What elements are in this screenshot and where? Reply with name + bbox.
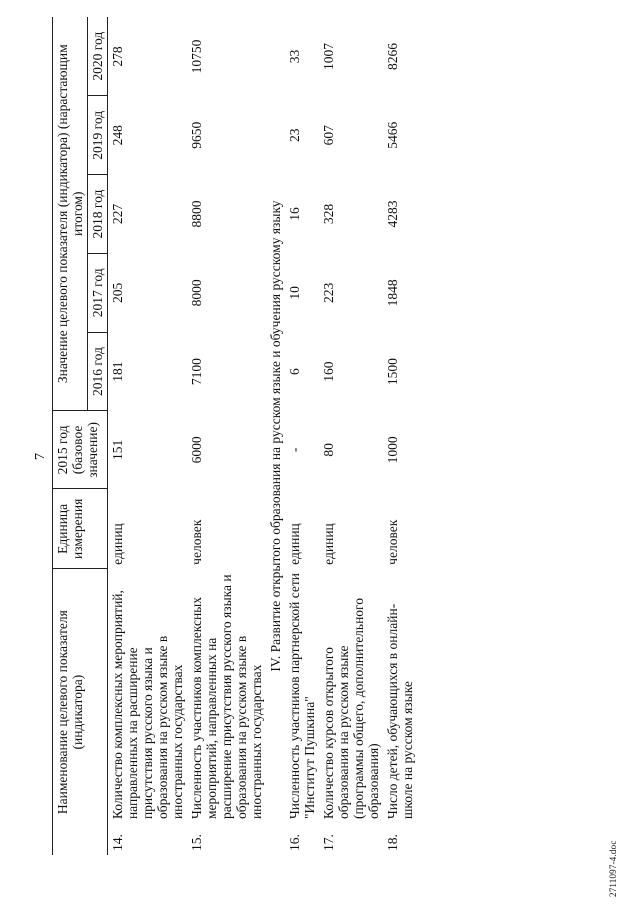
section-row <box>266 17 285 855</box>
row-base: 1000 <box>385 436 400 464</box>
row-2017: 205 <box>110 282 125 303</box>
header-target-group: Значение целевого показателя (индикатора) (нарастающим итогом) <box>53 17 88 411</box>
row-2017: 8000 <box>189 279 204 307</box>
row-name: Число детей, обучающихся в онлайн-школе на русском языке <box>385 603 415 820</box>
row-base: - <box>287 447 302 453</box>
header-year: 2020 год <box>88 17 108 96</box>
row-2019: 23 <box>287 128 302 143</box>
row-name: Численность участников комплексных мероприятий, направленных на расширение присутствия русского языка и образования на русском языке в иностранных государствах <box>189 574 264 820</box>
row-number: 14. <box>110 834 125 851</box>
header-year: 2018 год <box>88 175 108 254</box>
row-2016: 7100 <box>189 358 204 386</box>
page-number: 7 <box>33 453 48 460</box>
row-2019: 248 <box>110 125 125 146</box>
row-2020: 1007 <box>321 42 336 70</box>
row-base: 6000 <box>189 436 204 464</box>
row-2018: 4283 <box>385 200 400 228</box>
table-row <box>108 17 188 855</box>
row-2019: 607 <box>321 125 336 146</box>
row-unit: единиц <box>321 523 336 565</box>
header-base: 2015 год (базовое значение) <box>53 411 108 489</box>
row-unit: человек <box>385 519 400 565</box>
indicator-table <box>52 17 417 855</box>
row-unit: единиц <box>287 523 302 565</box>
row-base: 151 <box>110 439 125 461</box>
row-2017: 223 <box>321 282 336 303</box>
row-unit: человек <box>189 519 204 565</box>
table-row <box>319 17 383 855</box>
row-name: Количество курсов открытого образования на русском языке (программы общего, дополнительного образования) <box>321 597 381 820</box>
document-id: 2711097-4.doc <box>608 840 618 897</box>
row-2019: 9650 <box>189 121 204 149</box>
header-unit: Единица измерения <box>53 489 108 569</box>
row-2016: 160 <box>321 361 336 382</box>
row-2016: 181 <box>110 361 125 382</box>
row-base: 80 <box>321 443 336 457</box>
header-year: 2019 год <box>88 96 108 175</box>
row-number: 17. <box>321 834 336 851</box>
row-number: 18. <box>385 834 400 851</box>
header-year: 2017 год <box>88 253 108 332</box>
section-title: IV. Развитие открытого образования на русском языке и обучения русскому языку <box>268 200 283 672</box>
row-unit: единиц <box>110 523 125 565</box>
header-year: 2016 год <box>88 332 108 411</box>
row-2020: 278 <box>110 46 125 67</box>
row-2018: 8800 <box>189 200 204 228</box>
row-2016: 6 <box>287 368 302 375</box>
header-name: Наименование целевого показателя (индикатора) <box>53 569 108 855</box>
header-row-1 <box>53 17 88 855</box>
row-2018: 328 <box>321 203 336 225</box>
row-2018: 16 <box>287 207 302 221</box>
row-2019: 5466 <box>385 121 400 149</box>
row-2020: 8266 <box>385 42 400 70</box>
row-2016: 1500 <box>385 358 400 386</box>
table-row <box>285 17 319 855</box>
table-row <box>187 17 266 855</box>
row-name: Количество комплексных мероприятий, направленных на расширение присутствия русского языка и образования на русском языке в иностранных государствах <box>110 590 185 820</box>
row-2018: 227 <box>110 203 125 225</box>
row-2017: 1848 <box>385 279 400 307</box>
row-number: 16. <box>287 834 302 851</box>
row-2020: 10750 <box>189 39 204 74</box>
row-2017: 10 <box>287 286 302 300</box>
row-2020: 33 <box>287 49 302 64</box>
row-name: Численность участников партнерской сети "Институт Пушкина" <box>287 572 317 820</box>
table-row <box>383 17 417 855</box>
row-number: 15. <box>189 834 204 851</box>
